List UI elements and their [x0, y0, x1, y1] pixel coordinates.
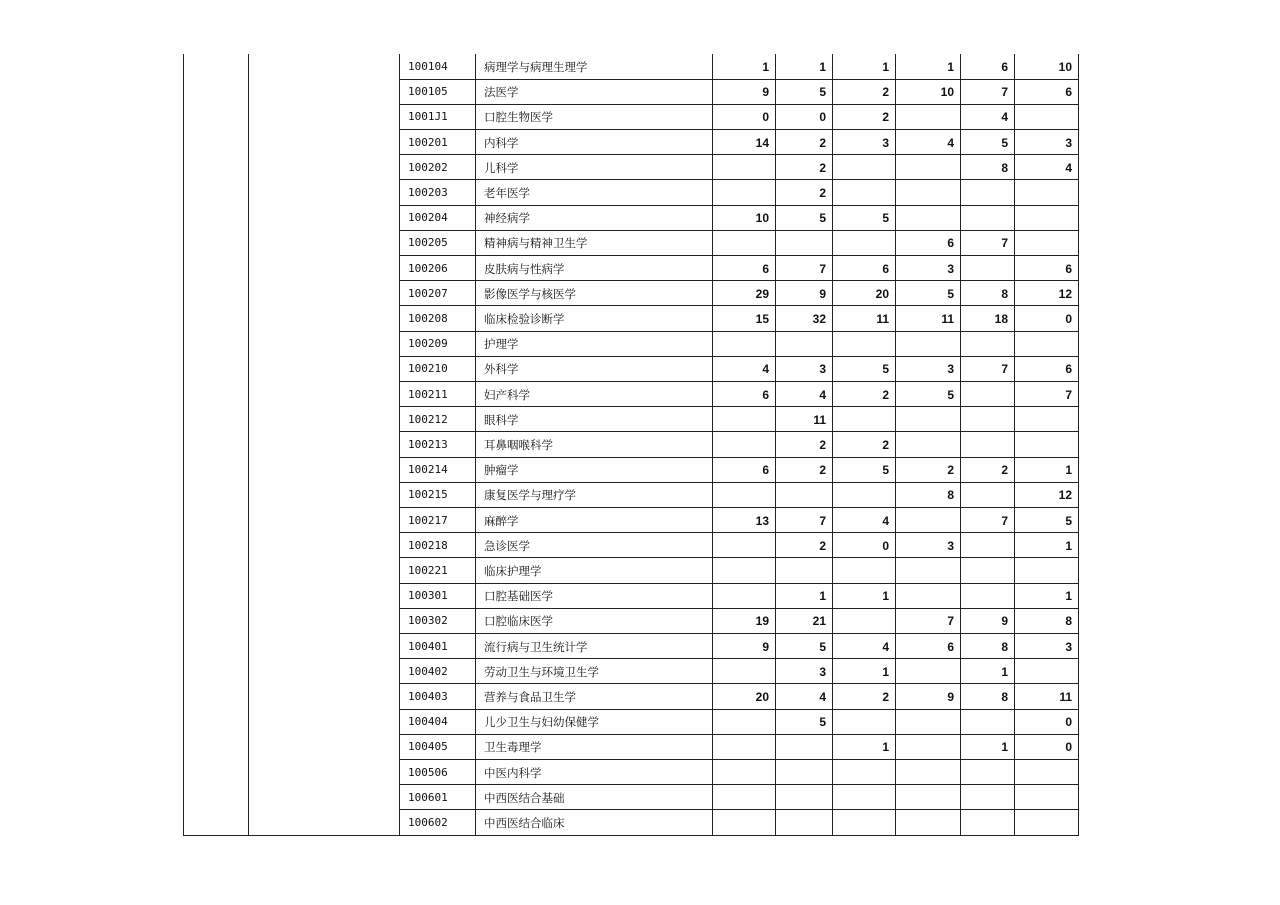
discipline-name: 劳动卫生与环境卫生学: [484, 664, 599, 679]
count-cell: 12: [1058, 488, 1072, 503]
count-cell: 3: [882, 135, 889, 150]
table-row: [183, 256, 1079, 281]
count-cell: 10: [755, 211, 769, 226]
count-cell: [896, 155, 954, 180]
count-cell: 1: [1065, 463, 1072, 478]
table-row: [183, 54, 1079, 79]
count-cell: 13: [755, 513, 769, 528]
table-row: [183, 205, 1079, 230]
count-cell: [896, 407, 954, 432]
count-cell: [961, 256, 1008, 281]
discipline-code: 100405: [408, 740, 448, 754]
count-cell: [713, 331, 769, 356]
discipline-name: 精神病与精神卫生学: [484, 236, 588, 251]
count-cell: 6: [762, 261, 769, 276]
count-cell: [896, 432, 954, 457]
count-cell: [713, 583, 769, 608]
count-cell: 3: [819, 362, 826, 377]
count-cell: [896, 180, 954, 205]
discipline-code: 100403: [408, 690, 448, 703]
count-cell: 7: [819, 513, 826, 528]
discipline-code: 100302: [408, 614, 448, 628]
discipline-code: 100402: [408, 664, 448, 678]
discipline-code: 100104: [408, 60, 448, 73]
count-cell: 32: [812, 312, 826, 326]
discipline-name: 临床检验诊断学: [484, 312, 565, 326]
table-row: [183, 306, 1079, 331]
count-cell: 6: [882, 261, 889, 276]
count-cell: [896, 331, 954, 356]
discipline-name: 中西医结合临床: [484, 816, 565, 830]
discipline-code: 100211: [408, 387, 448, 401]
count-cell: 2: [947, 463, 954, 478]
count-cell: 21: [812, 614, 826, 629]
count-cell: [713, 734, 769, 759]
count-cell: 4: [819, 387, 826, 402]
count-cell: [1015, 760, 1072, 785]
count-cell: [961, 205, 1008, 230]
count-cell: 3: [1065, 135, 1072, 150]
discipline-code: 100404: [408, 715, 448, 729]
count-cell: [1015, 432, 1072, 457]
table-row: [183, 684, 1079, 709]
table-row: [183, 785, 1079, 810]
discipline-code: 100401: [408, 639, 448, 653]
count-cell: [713, 659, 769, 684]
count-cell: 8: [1001, 639, 1008, 654]
count-cell: [961, 432, 1008, 457]
count-cell: [833, 482, 889, 507]
count-cell: 6: [1065, 362, 1072, 377]
count-cell: [713, 709, 769, 734]
count-cell: 1: [882, 740, 889, 755]
discipline-code: 100203: [408, 186, 448, 199]
table-row: [183, 810, 1079, 835]
discipline-code: 100217: [408, 513, 448, 527]
count-cell: [1015, 659, 1072, 684]
count-cell: 2: [819, 135, 826, 150]
count-cell: 20: [755, 690, 769, 704]
count-cell: [896, 760, 954, 785]
count-cell: [776, 230, 826, 255]
count-cell: [833, 760, 889, 785]
count-cell: [833, 810, 889, 835]
count-cell: 1: [819, 60, 826, 74]
table-row: [183, 79, 1079, 104]
count-cell: [961, 583, 1008, 608]
count-cell: 4: [819, 690, 826, 704]
count-cell: 9: [819, 286, 826, 301]
count-cell: [713, 230, 769, 255]
count-cell: 9: [947, 690, 954, 704]
table-row: [183, 155, 1079, 180]
count-cell: 7: [1065, 387, 1072, 402]
discipline-code: 100202: [408, 160, 448, 174]
table-row: [183, 432, 1079, 457]
discipline-name: 护理学: [484, 337, 519, 352]
count-cell: [713, 155, 769, 180]
count-cell: 5: [819, 85, 826, 100]
discipline-code: 100601: [408, 790, 448, 804]
count-cell: 6: [1065, 261, 1072, 276]
count-cell: 5: [819, 715, 826, 730]
count-cell: 2: [819, 463, 826, 478]
table-row: [183, 281, 1079, 306]
count-cell: 1: [1065, 589, 1072, 604]
count-cell: [713, 558, 769, 583]
count-cell: 5: [1001, 135, 1008, 150]
discipline-name: 皮肤病与性病学: [484, 261, 565, 276]
discipline-code: 100208: [408, 312, 448, 325]
count-cell: 7: [1001, 362, 1008, 377]
count-cell: [1015, 180, 1072, 205]
table-row: [183, 457, 1079, 482]
count-cell: 4: [882, 513, 889, 528]
count-cell: 6: [947, 236, 954, 251]
count-cell: 3: [947, 261, 954, 276]
count-cell: 4: [882, 639, 889, 654]
discipline-code: 100207: [408, 286, 448, 300]
count-cell: 1: [1001, 664, 1008, 679]
count-cell: 1: [1001, 740, 1008, 755]
count-cell: 5: [947, 387, 954, 402]
count-cell: [713, 785, 769, 810]
count-cell: [713, 533, 769, 558]
discipline-name: 麻醉学: [484, 513, 519, 528]
table-row: [183, 130, 1079, 155]
discipline-name: 内科学: [484, 135, 519, 150]
count-cell: 2: [882, 387, 889, 402]
count-cell: [833, 608, 889, 633]
count-cell: [961, 407, 1008, 432]
discipline-code: 100209: [408, 337, 448, 351]
count-cell: 3: [1065, 639, 1072, 654]
count-cell: 6: [1065, 85, 1072, 100]
count-cell: 1: [1065, 538, 1072, 553]
count-cell: [713, 810, 769, 835]
count-cell: [833, 155, 889, 180]
count-cell: 7: [1001, 85, 1008, 100]
count-cell: [713, 180, 769, 205]
count-cell: 2: [882, 85, 889, 100]
count-cell: 5: [819, 639, 826, 654]
count-cell: [896, 659, 954, 684]
count-cell: 1: [882, 589, 889, 604]
count-cell: 18: [994, 312, 1008, 326]
discipline-code: 100214: [408, 463, 448, 477]
count-cell: 5: [819, 211, 826, 226]
count-cell: 11: [813, 412, 826, 427]
count-cell: [1015, 407, 1072, 432]
table-row: [183, 734, 1079, 759]
discipline-name: 卫生毒理学: [484, 740, 542, 755]
count-cell: 0: [1065, 740, 1072, 755]
count-cell: 0: [882, 538, 889, 553]
count-cell: [776, 760, 826, 785]
count-cell: [776, 558, 826, 583]
count-cell: 1: [819, 589, 826, 604]
count-cell: 3: [947, 538, 954, 553]
count-cell: [1015, 558, 1072, 583]
count-cell: 29: [755, 286, 769, 301]
discipline-name: 老年医学: [484, 186, 530, 200]
discipline-code: 100221: [408, 564, 448, 577]
count-cell: [961, 533, 1008, 558]
count-cell: 5: [882, 362, 889, 377]
count-cell: [896, 583, 954, 608]
discipline-name: 妇产科学: [484, 387, 530, 402]
table-row: [183, 533, 1079, 558]
count-cell: [961, 810, 1008, 835]
count-cell: 14: [755, 135, 769, 150]
count-cell: 1: [762, 60, 769, 74]
count-cell: 7: [1001, 513, 1008, 528]
count-cell: 2: [819, 538, 826, 553]
count-cell: [961, 180, 1008, 205]
count-cell: 5: [1065, 513, 1072, 528]
discipline-name: 影像医学与核医学: [484, 286, 576, 301]
count-cell: 6: [1001, 60, 1008, 74]
table-row: [183, 104, 1079, 129]
discipline-code: 100301: [408, 589, 448, 603]
count-cell: 3: [947, 362, 954, 377]
count-cell: [833, 709, 889, 734]
count-cell: [896, 734, 954, 759]
count-cell: 2: [819, 438, 826, 452]
count-cell: 4: [1065, 160, 1072, 175]
count-cell: [1015, 810, 1072, 835]
count-cell: [961, 382, 1008, 407]
count-cell: 2: [882, 690, 889, 704]
discipline-code: 100212: [408, 412, 448, 426]
count-cell: 8: [947, 488, 954, 503]
count-cell: [776, 734, 826, 759]
count-cell: [713, 407, 769, 432]
count-cell: 0: [819, 110, 826, 125]
table-row: [183, 709, 1079, 734]
count-cell: [833, 407, 889, 432]
discipline-name: 急诊医学: [484, 538, 530, 553]
count-cell: [833, 230, 889, 255]
count-cell: 15: [755, 312, 769, 326]
count-cell: [961, 785, 1008, 810]
count-cell: [833, 180, 889, 205]
count-cell: 10: [1058, 60, 1072, 74]
count-cell: 6: [762, 387, 769, 402]
discipline-name: 口腔基础医学: [484, 589, 553, 604]
count-cell: 8: [1065, 614, 1072, 629]
table-row: [183, 331, 1079, 356]
table-row: [183, 230, 1079, 255]
count-cell: 11: [876, 312, 889, 326]
count-cell: [896, 508, 954, 533]
discipline-code: 100204: [408, 211, 448, 225]
count-cell: [896, 810, 954, 835]
count-cell: [776, 331, 826, 356]
count-cell: [1015, 104, 1072, 129]
discipline-name: 神经病学: [484, 211, 530, 226]
table-row: [183, 608, 1079, 633]
count-cell: [713, 482, 769, 507]
count-cell: [1015, 205, 1072, 230]
count-cell: 6: [947, 639, 954, 654]
count-cell: 1: [882, 664, 889, 679]
count-cell: 0: [1065, 715, 1072, 730]
discipline-code: 100215: [408, 488, 448, 502]
discipline-name: 儿少卫生与妇幼保健学: [484, 715, 599, 730]
count-cell: [961, 558, 1008, 583]
count-cell: [833, 785, 889, 810]
count-cell: 2: [882, 110, 889, 125]
discipline-name: 流行病与卫生统计学: [484, 639, 588, 654]
discipline-name: 外科学: [484, 362, 519, 377]
count-cell: [961, 331, 1008, 356]
discipline-name: 中医内科学: [484, 765, 542, 780]
count-cell: 2: [1001, 463, 1008, 478]
discipline-code: 100602: [408, 816, 448, 829]
count-cell: 2: [819, 160, 826, 175]
discipline-code: 100206: [408, 261, 448, 275]
count-cell: 7: [1001, 236, 1008, 251]
table-row: [183, 659, 1079, 684]
count-cell: 5: [882, 211, 889, 226]
count-cell: 0: [1065, 312, 1072, 326]
count-cell: 8: [1001, 160, 1008, 175]
count-cell: 5: [882, 463, 889, 478]
discipline-code: 100506: [408, 765, 448, 779]
count-cell: 4: [762, 362, 769, 377]
count-cell: 1: [882, 60, 889, 74]
count-cell: 0: [762, 110, 769, 125]
count-cell: 2: [819, 186, 826, 200]
discipline-name: 康复医学与理疗学: [484, 488, 576, 503]
count-cell: 7: [819, 261, 826, 276]
table-row: [183, 760, 1079, 785]
count-cell: [896, 205, 954, 230]
count-cell: [896, 709, 954, 734]
count-cell: [833, 558, 889, 583]
count-cell: 6: [762, 463, 769, 478]
table-row: [183, 482, 1079, 507]
discipline-name: 儿科学: [484, 160, 519, 175]
table-row: [183, 356, 1079, 381]
table-row: [183, 180, 1079, 205]
count-cell: 12: [1058, 286, 1072, 301]
count-cell: [896, 558, 954, 583]
discipline-code: 1001J1: [408, 110, 448, 124]
table-row: [183, 583, 1079, 608]
count-cell: [961, 482, 1008, 507]
discipline-code: 100205: [408, 236, 448, 250]
count-cell: 11: [941, 312, 954, 326]
count-cell: 2: [882, 438, 889, 452]
discipline-code: 100218: [408, 538, 448, 552]
count-cell: 9: [762, 85, 769, 100]
discipline-code: 100201: [408, 135, 448, 149]
count-cell: 1: [947, 60, 954, 74]
count-cell: 8: [1001, 690, 1008, 704]
count-cell: 4: [947, 135, 954, 150]
count-cell: [961, 760, 1008, 785]
discipline-name: 中西医结合基础: [484, 790, 565, 805]
count-cell: 5: [947, 286, 954, 301]
count-cell: [1015, 785, 1072, 810]
table-row: [183, 558, 1079, 583]
count-cell: [776, 785, 826, 810]
discipline-name: 口腔临床医学: [484, 614, 553, 629]
count-cell: 3: [819, 664, 826, 679]
discipline-name: 眼科学: [484, 412, 519, 427]
count-cell: 20: [875, 286, 889, 301]
count-cell: [776, 482, 826, 507]
count-cell: 9: [1001, 614, 1008, 629]
discipline-name: 口腔生物医学: [484, 110, 553, 125]
count-cell: 4: [1001, 110, 1008, 125]
count-cell: 8: [1001, 286, 1008, 301]
table-row: [183, 407, 1079, 432]
count-cell: [1015, 230, 1072, 255]
discipline-name: 营养与食品卫生学: [484, 690, 576, 704]
count-cell: 10: [940, 85, 954, 100]
discipline-name: 肿瘤学: [484, 463, 519, 478]
table-row: [183, 508, 1079, 533]
table-row: [183, 382, 1079, 407]
count-cell: 7: [947, 614, 954, 629]
count-cell: [713, 432, 769, 457]
discipline-name: 病理学与病理生理学: [484, 60, 588, 74]
count-cell: [1015, 331, 1072, 356]
discipline-name: 法医学: [484, 85, 519, 100]
discipline-code: 100210: [408, 362, 448, 376]
count-cell: [961, 709, 1008, 734]
discipline-code: 100213: [408, 438, 448, 451]
count-cell: [896, 785, 954, 810]
count-cell: [833, 331, 889, 356]
discipline-name: 耳鼻咽喉科学: [484, 438, 553, 452]
count-cell: [776, 810, 826, 835]
count-cell: [713, 760, 769, 785]
discipline-code: 100105: [408, 85, 448, 99]
count-cell: 19: [755, 614, 769, 629]
discipline-name: 临床护理学: [484, 564, 542, 578]
count-cell: 11: [1059, 690, 1072, 704]
table-row: [183, 634, 1079, 659]
data-table: [183, 54, 1079, 836]
count-cell: [896, 104, 954, 129]
count-cell: 9: [762, 639, 769, 654]
